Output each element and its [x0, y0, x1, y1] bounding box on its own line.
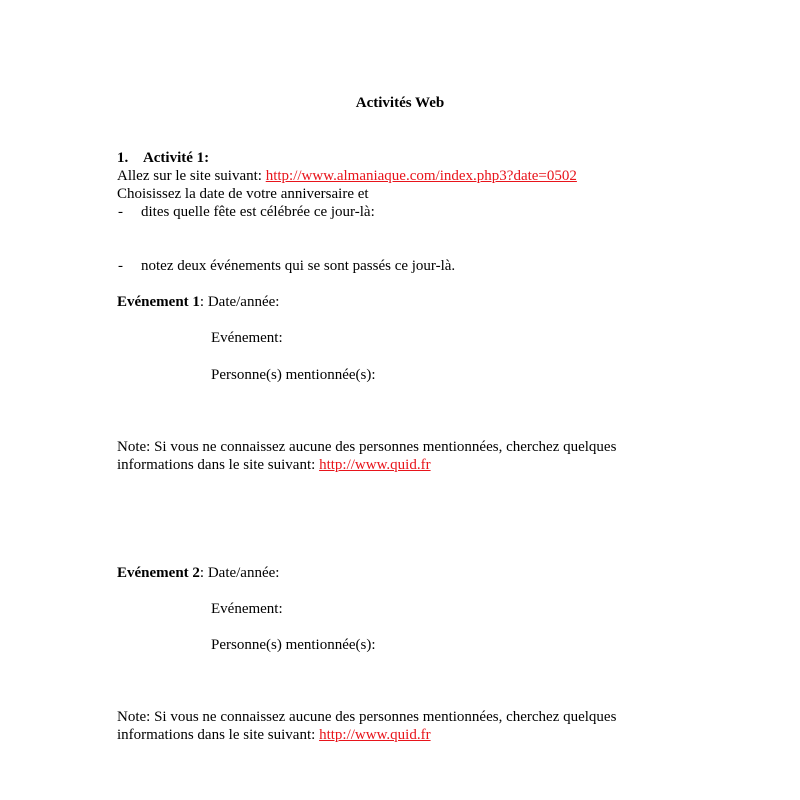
quid-link[interactable]: http://www.quid.fr	[319, 457, 431, 473]
event1-note-line1: Note: Si vous ne connaissez aucune des personnes mentionnées, cherchez quelques	[117, 439, 617, 455]
event2-date-field	[117, 564, 279, 582]
activity-intro-text: Allez sur le site suivant:	[117, 168, 266, 184]
event2-note-line2	[117, 726, 431, 744]
bullet-text: dites quelle fête est célébrée ce jour-là:	[141, 204, 375, 220]
note-text: informations dans le site suivant:	[117, 457, 320, 473]
activity-title: Activité 1:	[142, 150, 210, 166]
event2-date-label: : Date/année:	[199, 565, 280, 581]
almaniaque-link[interactable]: http://www.almaniaque.com/index.php3?date=0502	[265, 168, 577, 184]
bullet-dash: -	[118, 258, 123, 274]
activity-heading	[117, 149, 209, 167]
event1-persons-field: Personne(s) mentionnée(s):	[211, 367, 376, 383]
activity-instruction: Choisissez la date de votre anniversaire et	[117, 186, 369, 202]
event2-note-line1: Note: Si vous ne connaissez aucune des personnes mentionnées, cherchez quelques	[117, 709, 617, 725]
event1-note-line2	[117, 456, 431, 474]
note-text: informations dans le site suivant:	[117, 727, 320, 743]
bullet-text: notez deux événements qui se sont passés ce jour-là.	[141, 258, 456, 274]
event1-date-label: : Date/année:	[199, 294, 280, 310]
activity-number: 1.	[117, 150, 129, 166]
event1-label: Evénement 1	[117, 294, 200, 310]
bullet-dash: -	[118, 204, 123, 220]
event2-persons-field: Personne(s) mentionnée(s):	[211, 637, 376, 653]
event2-event-field: Evénement:	[211, 601, 283, 617]
event1-date-field	[117, 293, 279, 311]
page-title: Activités Web	[355, 95, 445, 111]
activity-intro	[117, 167, 577, 185]
event2-label: Evénement 2	[117, 565, 200, 581]
quid-link[interactable]: http://www.quid.fr	[319, 727, 431, 743]
event1-event-field: Evénement:	[211, 330, 283, 346]
